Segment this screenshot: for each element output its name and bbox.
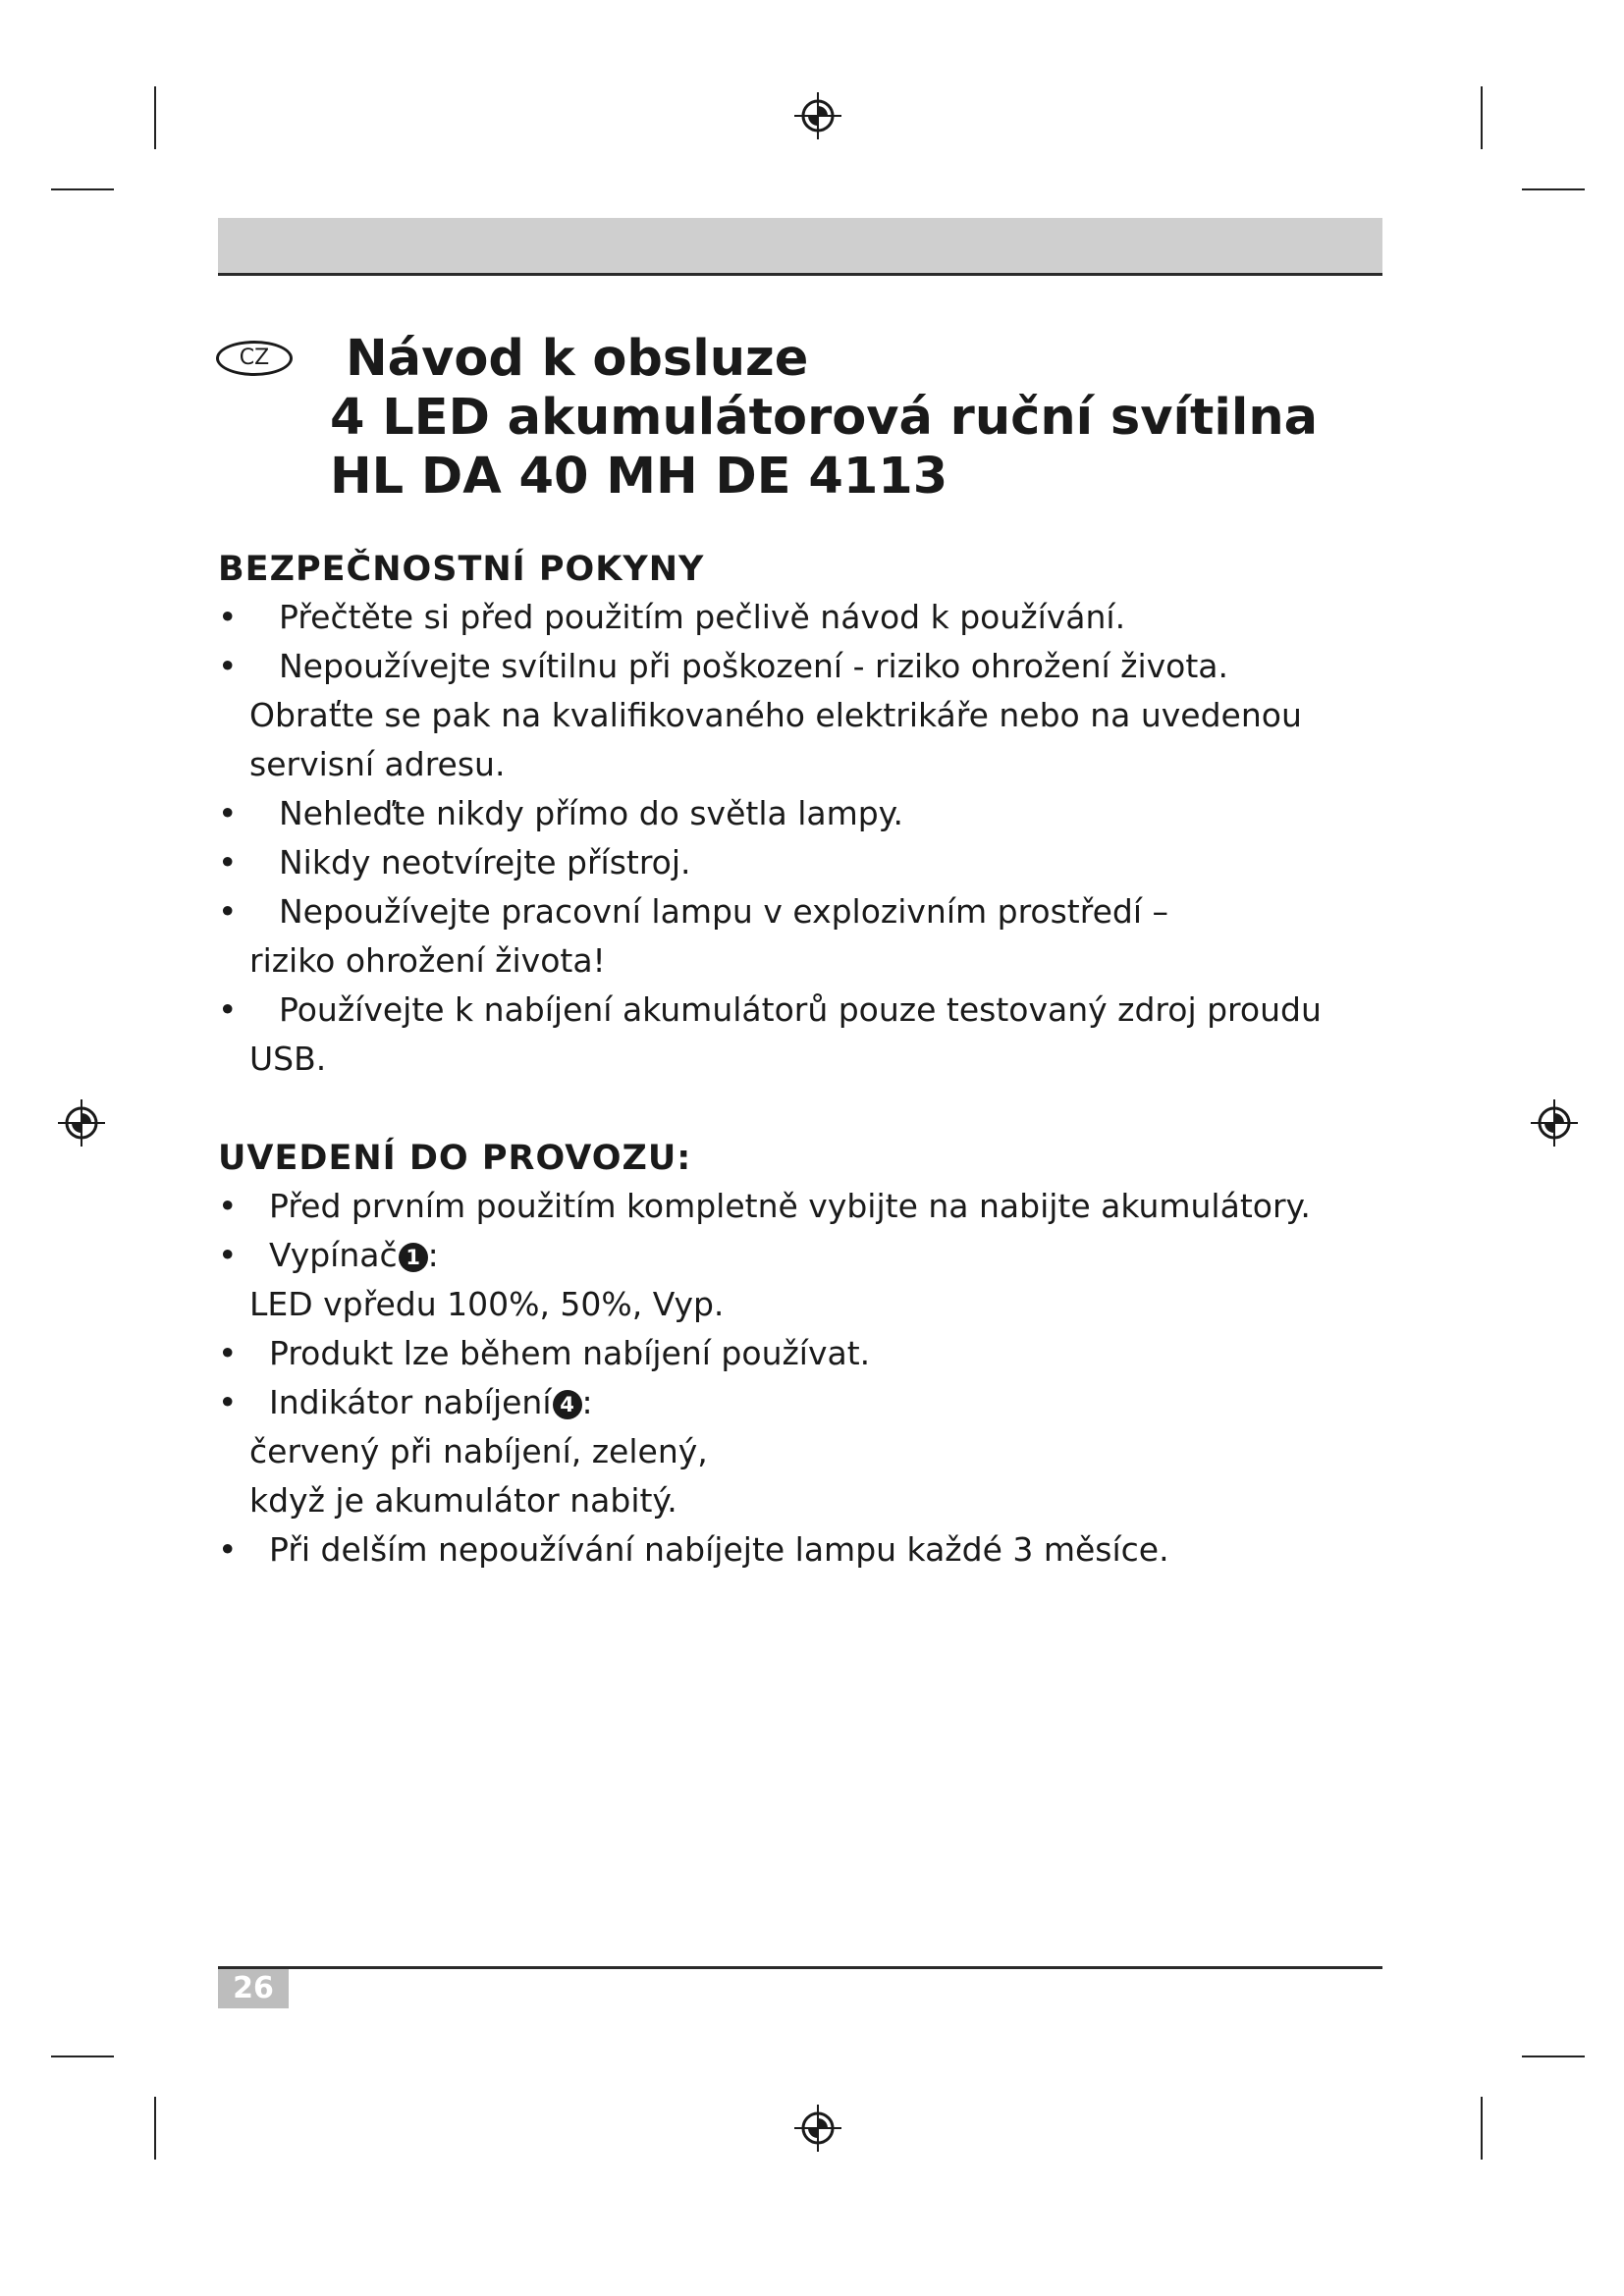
list-item bbox=[218, 986, 1396, 1035]
country-code-badge: CZ bbox=[216, 341, 293, 376]
bullet: • bbox=[218, 794, 238, 832]
list-item-text bbox=[269, 1231, 439, 1280]
document-title: Návod k obsluze bbox=[346, 330, 809, 388]
crop-mark-top-right bbox=[1522, 188, 1585, 190]
safety-section bbox=[218, 546, 1396, 1084]
list-item-text: Nepoužívejte pracovní lampu v explozivním prostředí – bbox=[279, 892, 1169, 931]
list-item bbox=[218, 1378, 1396, 1427]
bullet: • bbox=[218, 647, 238, 685]
list-item-text bbox=[269, 1378, 593, 1427]
list-item-text: Nikdy neotvírejte přístroj. bbox=[279, 843, 691, 881]
list-item-text: Před prvním použitím kompletně vybijte na nabijte akumulátory. bbox=[269, 1187, 1311, 1225]
page-number: 26 bbox=[218, 1969, 289, 2008]
safety-list bbox=[218, 593, 1396, 1084]
list-item-continuation bbox=[218, 691, 1396, 740]
registration-mark-icon bbox=[792, 2103, 843, 2154]
list-item bbox=[218, 1182, 1396, 1231]
crop-mark-bottom-left bbox=[51, 2056, 114, 2057]
list-item-continuation bbox=[218, 1476, 1396, 1525]
list-item-text: Nehleďte nikdy přímo do světla lampy. bbox=[279, 794, 903, 832]
list-item bbox=[218, 593, 1396, 642]
registration-mark-icon bbox=[792, 90, 843, 141]
crop-mark-bottom-right bbox=[1481, 2097, 1483, 2160]
bullet: • bbox=[218, 1530, 238, 1569]
list-item-text: Přečtěte si před použitím pečlivě návod k používání. bbox=[279, 598, 1126, 636]
product-model: HL DA 40 MH DE 4113 bbox=[330, 448, 948, 506]
operation-section bbox=[218, 1135, 1396, 1575]
bullet: • bbox=[218, 1334, 238, 1372]
reference-number-badge: 4 bbox=[553, 1390, 582, 1419]
bullet: • bbox=[218, 1236, 238, 1274]
list-item-text: servisní adresu. bbox=[249, 745, 506, 783]
list-item bbox=[218, 838, 1396, 887]
list-item bbox=[218, 789, 1396, 838]
registration-mark-icon bbox=[1529, 1097, 1580, 1148]
switch-label: Vypínač bbox=[269, 1236, 398, 1274]
registration-mark-icon bbox=[56, 1097, 107, 1148]
list-item-text: USB. bbox=[249, 1040, 327, 1078]
bullet: • bbox=[218, 1187, 238, 1225]
crop-mark-bottom-left bbox=[154, 2097, 156, 2160]
list-item-text: Při delším nepoužívání nabíjejte lampu každé 3 měsíce. bbox=[269, 1530, 1169, 1569]
list-item-text: LED vpředu 100%, 50%, Vyp. bbox=[249, 1285, 725, 1323]
list-item bbox=[218, 1525, 1396, 1575]
section-heading: BEZPEČNOSTNÍ POKYNY bbox=[218, 550, 705, 589]
list-item-text: riziko ohrožení života! bbox=[249, 941, 606, 980]
header-bar bbox=[218, 218, 1382, 276]
colon: : bbox=[581, 1383, 593, 1421]
list-item bbox=[218, 642, 1396, 691]
bullet: • bbox=[218, 843, 238, 881]
charge-indicator-label: Indikátor nabíjení bbox=[269, 1383, 552, 1421]
bullet: • bbox=[218, 1383, 238, 1421]
list-item-continuation bbox=[218, 1427, 1396, 1476]
section-heading: UVEDENÍ DO PROVOZU: bbox=[218, 1139, 692, 1178]
list-item-text: červený při nabíjení, zelený, bbox=[249, 1432, 708, 1470]
bullet: • bbox=[218, 892, 238, 931]
list-item-continuation bbox=[218, 740, 1396, 789]
list-item-continuation bbox=[218, 936, 1396, 986]
crop-mark-top-right bbox=[1481, 86, 1483, 149]
crop-mark-bottom-right bbox=[1522, 2056, 1585, 2057]
bullet: • bbox=[218, 990, 238, 1029]
list-item-text: Produkt lze během nabíjení používat. bbox=[269, 1334, 871, 1372]
product-name: 4 LED akumulátorová ruční svítilna bbox=[330, 389, 1319, 447]
list-item-continuation bbox=[218, 1035, 1396, 1084]
colon: : bbox=[427, 1236, 439, 1274]
list-item bbox=[218, 1231, 1396, 1280]
bullet: • bbox=[218, 598, 238, 636]
list-item bbox=[218, 887, 1396, 936]
list-item-text: Nepoužívejte svítilnu při poškození - riziko ohrožení života. bbox=[279, 647, 1229, 685]
list-item-text: když je akumulátor nabitý. bbox=[249, 1481, 677, 1520]
list-item-continuation bbox=[218, 1280, 1396, 1329]
reference-number-badge: 1 bbox=[399, 1243, 428, 1272]
crop-mark-top-left bbox=[154, 86, 156, 149]
list-item bbox=[218, 1329, 1396, 1378]
crop-mark-top-left bbox=[51, 188, 114, 190]
list-item-text: Používejte k nabíjení akumulátorů pouze testovaný zdroj proudu bbox=[279, 990, 1322, 1029]
list-item-text: Obraťte se pak na kvalifikovaného elektrikáře nebo na uvedenou bbox=[249, 696, 1302, 734]
operation-list bbox=[218, 1182, 1396, 1575]
footer-rule bbox=[218, 1966, 1382, 1969]
